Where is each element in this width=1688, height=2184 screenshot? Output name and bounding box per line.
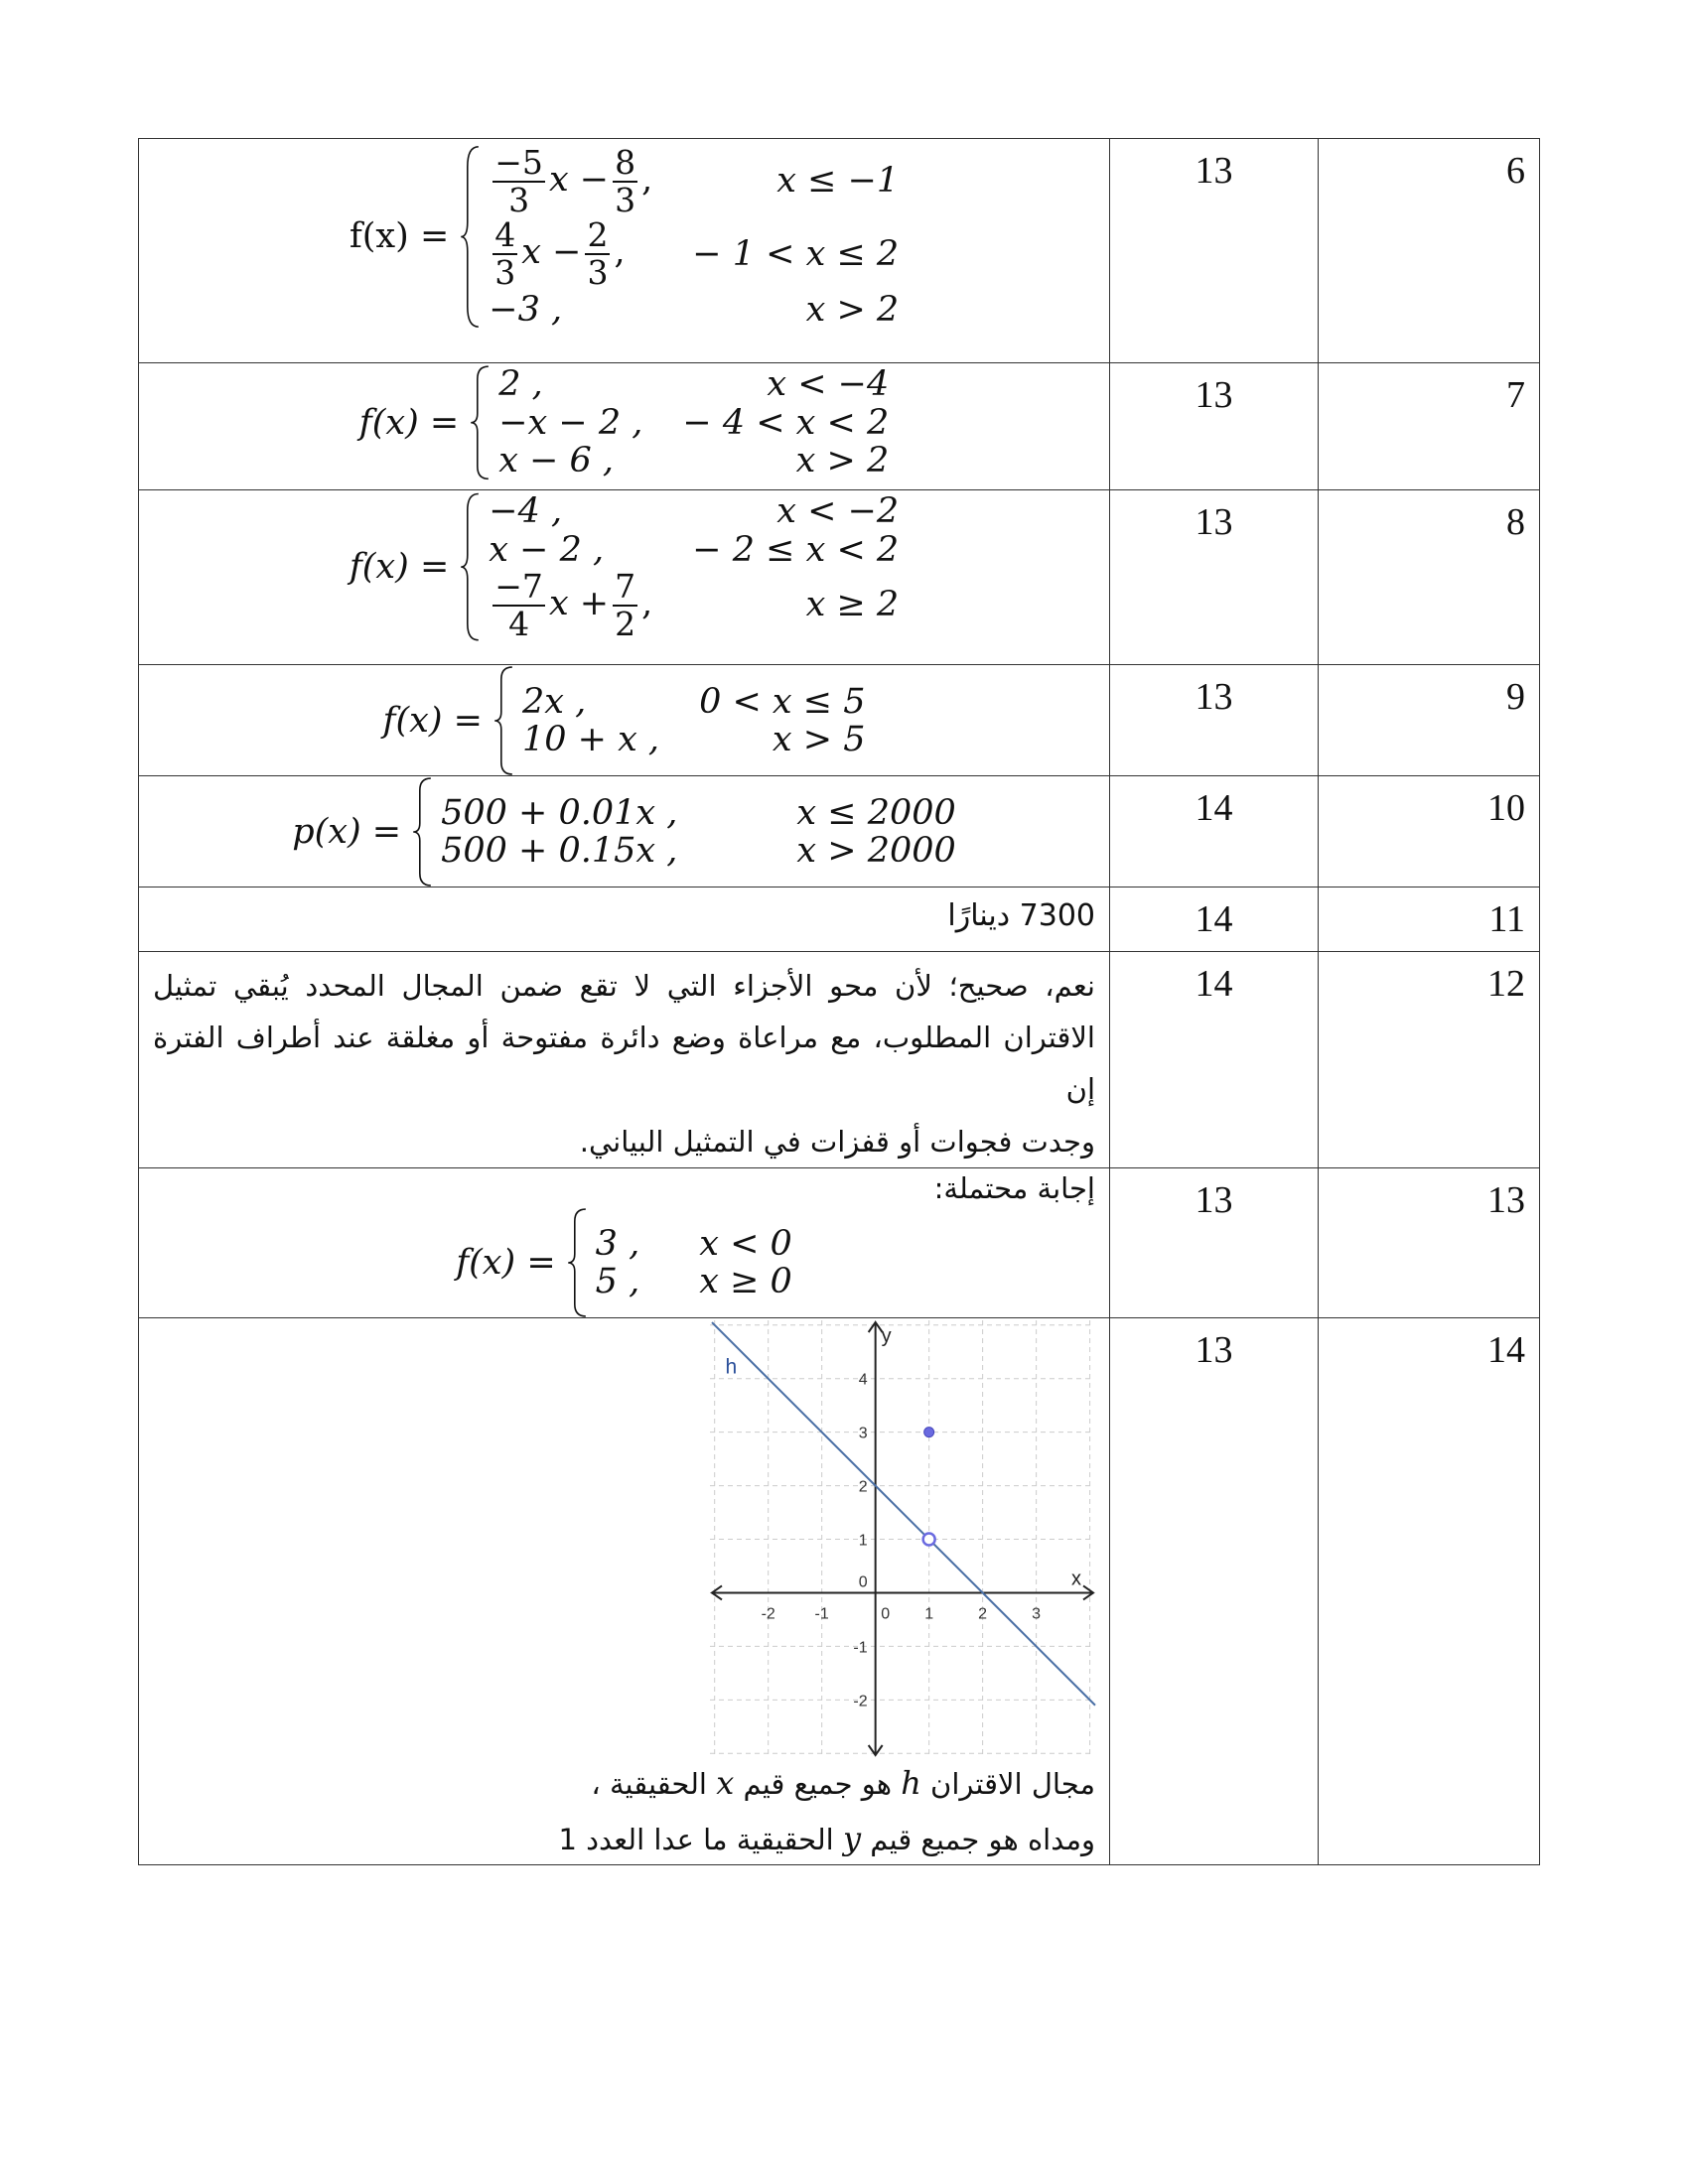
page-number: 14 bbox=[1110, 776, 1319, 887]
y-tick-label: -1 bbox=[853, 1639, 868, 1657]
page-number: 13 bbox=[1110, 363, 1319, 490]
question-number: 9 bbox=[1319, 665, 1540, 776]
x-tick-label: -2 bbox=[761, 1605, 775, 1623]
x-tick-label: 1 bbox=[924, 1605, 934, 1623]
x-axis-label: x bbox=[1071, 1568, 1081, 1590]
cases bbox=[596, 1225, 792, 1301]
cases bbox=[441, 794, 956, 871]
brace-icon bbox=[459, 492, 481, 641]
piecewise-function bbox=[382, 666, 865, 775]
piecewise-function bbox=[350, 145, 899, 329]
y-tick-label: 3 bbox=[858, 1426, 868, 1443]
case-expression: 2 , bbox=[498, 364, 543, 404]
brace-icon bbox=[459, 145, 481, 329]
brace-icon bbox=[411, 777, 433, 887]
function-lhs: f(x) = bbox=[456, 1243, 556, 1284]
question-number: 13 bbox=[1319, 1167, 1540, 1318]
page-number: 14 bbox=[1110, 952, 1319, 1168]
case-condition: x ≥ 0 bbox=[699, 1262, 792, 1302]
function-label: h bbox=[725, 1355, 738, 1379]
answer-cell bbox=[139, 665, 1110, 776]
brace-icon bbox=[469, 365, 491, 480]
case-expression: x − 2 , bbox=[489, 529, 605, 570]
case-condition: x > 2 bbox=[805, 289, 900, 330]
x-tick-label: 0 bbox=[881, 1605, 891, 1623]
page-number: 13 bbox=[1110, 139, 1319, 363]
case-condition: − 1 < x ≤ 2 bbox=[692, 233, 900, 274]
function-lhs: p(x) = bbox=[292, 811, 402, 852]
answer-cell bbox=[139, 887, 1110, 952]
question-number: 8 bbox=[1319, 490, 1540, 665]
piecewise-function bbox=[456, 1208, 792, 1317]
answer-cell bbox=[139, 139, 1110, 363]
cases bbox=[522, 683, 866, 759]
answer-cell bbox=[139, 776, 1110, 887]
answer-cell bbox=[139, 1167, 1110, 1318]
page-number: 13 bbox=[1110, 665, 1319, 776]
case-condition: x ≤ −1 bbox=[776, 161, 900, 202]
answer-line: الاقتران المطلوب، مع مراعاة وضع دائرة مفتوحة أو مغلقة عند أطراف الفترة إن bbox=[153, 1021, 1095, 1107]
x-tick-label: 2 bbox=[978, 1605, 988, 1623]
piecewise-function bbox=[292, 777, 956, 887]
cases: $\frac{-5}{3}$ x − $\frac{8}{3}$ , x ≤ −1 $\frac{4}{3}$ x − $\frac{2}{3}$ , − 1 < x ≤ 2 −3 , x > 2 bbox=[489, 143, 900, 330]
cases bbox=[498, 365, 889, 480]
case-condition: x > 5 bbox=[772, 720, 866, 759]
case-expression: −x − 2 , bbox=[498, 402, 643, 443]
graph-caption bbox=[558, 1755, 1095, 1866]
answer-line: وجدت فجوات أو قفزات في التمثيل البياني. bbox=[579, 1124, 1095, 1159]
table-row bbox=[139, 952, 1540, 1168]
closed-point bbox=[924, 1428, 934, 1437]
answer-line: نعم، صحيح؛ لأن محو الأجزاء التي لا تقع ضمن المجال المحدد يُبقي تمثيل bbox=[153, 969, 1095, 1003]
page-number: 13 bbox=[1110, 1318, 1319, 1865]
table-row bbox=[139, 665, 1540, 776]
question-number: 11 bbox=[1319, 887, 1540, 952]
brace-icon bbox=[566, 1208, 588, 1317]
open-point bbox=[923, 1534, 935, 1546]
case-expression: 3 , bbox=[595, 1223, 640, 1264]
y-tick-label: 2 bbox=[858, 1478, 868, 1496]
question-number: 12 bbox=[1319, 952, 1540, 1168]
cases: −4 , x < −2 x − 2 , − 2 ≤ x < 2 $\frac{-7}{4}$ x + $\frac{7}{2}$ , x ≥ 2 bbox=[489, 491, 900, 643]
case-condition: x < −4 bbox=[767, 364, 890, 404]
range-statement: ومداه هو جميع قيم y الحقيقية ما عدا العدد 1 bbox=[558, 1820, 1095, 1858]
table-row bbox=[139, 363, 1540, 490]
domain-statement: مجال الاقتران h هو جميع قيم x الحقيقية ، bbox=[591, 1764, 1095, 1803]
case-condition: − 4 < x < 2 bbox=[682, 402, 890, 443]
case-condition: 0 < x ≤ 5 bbox=[699, 681, 866, 722]
case-expression: 10 + x , bbox=[521, 720, 660, 759]
x-tick-label: 3 bbox=[1032, 1605, 1042, 1623]
answer-cell bbox=[139, 1318, 1110, 1865]
case-condition: x ≤ 2000 bbox=[796, 792, 956, 833]
answer-cell bbox=[139, 490, 1110, 665]
case-condition: x ≥ 2 bbox=[805, 585, 900, 625]
case-condition: x < −2 bbox=[776, 491, 900, 531]
y-tick-label: 1 bbox=[858, 1532, 868, 1550]
case-expression: −4 , bbox=[489, 491, 563, 531]
table-row bbox=[139, 1318, 1540, 1865]
answer-paragraph bbox=[139, 952, 1109, 1167]
piecewise-function bbox=[350, 492, 899, 641]
case-expression: 500 + 0.15x , bbox=[441, 831, 678, 871]
answer-intro: إجابة محتملة: bbox=[933, 1170, 1095, 1205]
case-condition: x > 2 bbox=[795, 441, 890, 480]
x-tick-label: -1 bbox=[814, 1605, 829, 1623]
answer-text: 7300 دينارًا bbox=[947, 898, 1095, 933]
brace-icon bbox=[492, 666, 514, 775]
table-row bbox=[139, 1167, 1540, 1318]
answers-table bbox=[138, 138, 1540, 1865]
table-row bbox=[139, 776, 1540, 887]
case-expression: 2x , bbox=[521, 681, 587, 722]
case-expression: 500 + 0.01x , bbox=[441, 792, 678, 833]
question-number: 7 bbox=[1319, 363, 1540, 490]
page-number: 13 bbox=[1110, 490, 1319, 665]
page-number: 14 bbox=[1110, 887, 1319, 952]
case-expression: 5 , bbox=[595, 1262, 640, 1302]
table-row bbox=[139, 139, 1540, 363]
function-graph bbox=[710, 1320, 1097, 1757]
function-lhs: f(x) = bbox=[349, 546, 450, 587]
function-lhs: f(x) = bbox=[358, 402, 460, 443]
question-number: 6 bbox=[1319, 139, 1540, 363]
function-lhs: f(x) = bbox=[349, 216, 450, 257]
function-line bbox=[712, 1322, 1095, 1706]
answer-cell bbox=[139, 363, 1110, 490]
answer-cell bbox=[139, 952, 1110, 1168]
y-tick-label: 4 bbox=[858, 1372, 868, 1390]
case-expression: −3 , bbox=[489, 289, 563, 330]
question-number: 14 bbox=[1319, 1318, 1540, 1865]
y-tick-label: -2 bbox=[853, 1693, 868, 1710]
case-condition: − 2 ≤ x < 2 bbox=[692, 529, 900, 570]
page-number: 13 bbox=[1110, 1167, 1319, 1318]
table-row bbox=[139, 490, 1540, 665]
piecewise-function bbox=[359, 365, 890, 480]
case-condition: x < 0 bbox=[699, 1223, 792, 1264]
y-tick-label: 0 bbox=[858, 1573, 868, 1591]
table-row bbox=[139, 887, 1540, 952]
y-axis-label: y bbox=[881, 1325, 892, 1348]
function-lhs: f(x) = bbox=[382, 700, 483, 741]
question-number: 10 bbox=[1319, 776, 1540, 887]
case-expression: x − 6 , bbox=[498, 441, 615, 480]
case-condition: x > 2000 bbox=[796, 831, 956, 871]
